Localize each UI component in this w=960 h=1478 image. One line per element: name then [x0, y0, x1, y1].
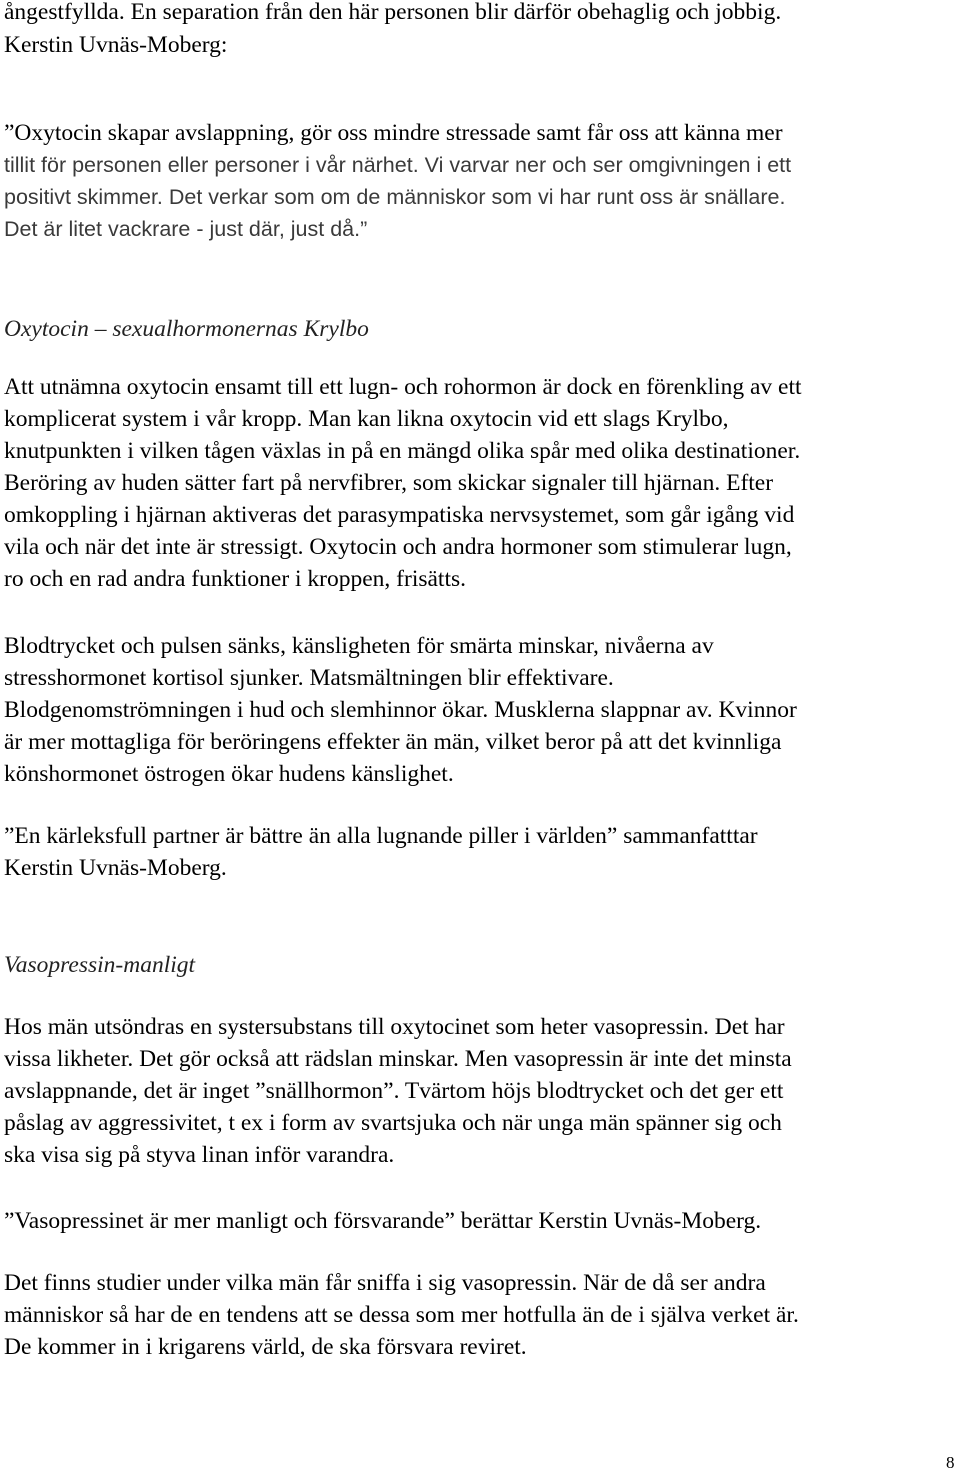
- text-line: ångestfyllda. En separation från den här personen blir därför obehaglig och jobbig.: [4, 0, 782, 25]
- text-line: tillit för personen eller personer i vår närhet. Vi varvar ner och ser omgivningen i ett: [4, 153, 792, 177]
- text-line: positivt skimmer. Det verkar som om de människor som vi har runt oss är snällare.: [4, 185, 786, 209]
- text-line: vissa likheter. Det gör också att rädslan minskar. Men vasopressin är inte det minsta: [4, 1046, 792, 1072]
- text-line: påslag av aggressivitet, t ex i form av svartsjuka och när unga män spänner sig och: [4, 1110, 782, 1136]
- text-line: ro och en rad andra funktioner i kroppen, frisätts.: [4, 566, 467, 592]
- text-line: avslappnande, det är inget ”snällhormon”. Tvärtom höjs blodtrycket och det ger ett: [4, 1078, 784, 1104]
- text-line: stresshormonet kortisol sjunker. Matsmältningen blir effektivare.: [4, 665, 614, 691]
- text-line: ska visa sig på styva linan inför varandra.: [4, 1142, 395, 1168]
- section-heading: Oxytocin – sexualhormonernas Krylbo: [4, 316, 369, 342]
- text-line: Kerstin Uvnäs-Moberg.: [4, 855, 227, 881]
- text-line: Blodgenomströmningen i hud och slemhinnor ökar. Musklerna slappnar av. Kvinnor: [4, 697, 797, 723]
- text-line: knutpunkten i vilken tågen växlas in på en mängd olika spår med olika destinationer.: [4, 438, 801, 464]
- text-line: Kerstin Uvnäs-Moberg:: [4, 32, 228, 58]
- text-line: vila och när det inte är stressigt. Oxytocin och andra hormoner som stimulerar lugn,: [4, 534, 792, 560]
- text-line: är mer mottagliga för beröringens effekter än män, vilket beror på att det kvinnliga: [4, 729, 782, 755]
- text-line: Att utnämna oxytocin ensamt till ett lugn- och rohormon är dock en förenkling av ett: [4, 374, 802, 400]
- text-line: ”Oxytocin skapar avslappning, gör oss mindre stressade samt får oss att känna mer: [4, 120, 783, 146]
- text-line: Det finns studier under vilka män får sniffa i sig vasopressin. När de då ser andra: [4, 1270, 766, 1296]
- text-line: ”En kärleksfull partner är bättre än alla lugnande piller i världen” sammanfatttar: [4, 823, 758, 849]
- text-line: människor så har de en tendens att se dessa som mer hotfulla än de i själva verket är.: [4, 1302, 799, 1328]
- text-line: omkoppling i hjärnan aktiveras det parasympatiska nervsystemet, som går igång vid: [4, 502, 795, 528]
- section-heading: Vasopressin-manligt: [4, 952, 196, 978]
- text-line: Hos män utsöndras en systersubstans till oxytocinet som heter vasopressin. Det har: [4, 1014, 785, 1040]
- page-number: 8: [946, 1453, 955, 1472]
- text-line: Beröring av huden sätter fart på nervfibrer, som skickar signaler till hjärnan. Efter: [4, 470, 774, 496]
- text-line: Blodtrycket och pulsen sänks, känsligheten för smärta minskar, nivåerna av: [4, 633, 714, 659]
- text-line: ”Vasopressinet är mer manligt och försvarande” berättar Kerstin Uvnäs-Moberg.: [4, 1208, 762, 1234]
- text-line: könshormonet östrogen ökar hudens känslighet.: [4, 761, 454, 787]
- text-line: De kommer in i krigarens värld, de ska försvara reviret.: [4, 1334, 527, 1360]
- text-line: Det är litet vackrare - just där, just då.”: [4, 217, 368, 241]
- text-line: komplicerat system i vår kropp. Man kan likna oxytocin vid ett slags Krylbo,: [4, 406, 729, 432]
